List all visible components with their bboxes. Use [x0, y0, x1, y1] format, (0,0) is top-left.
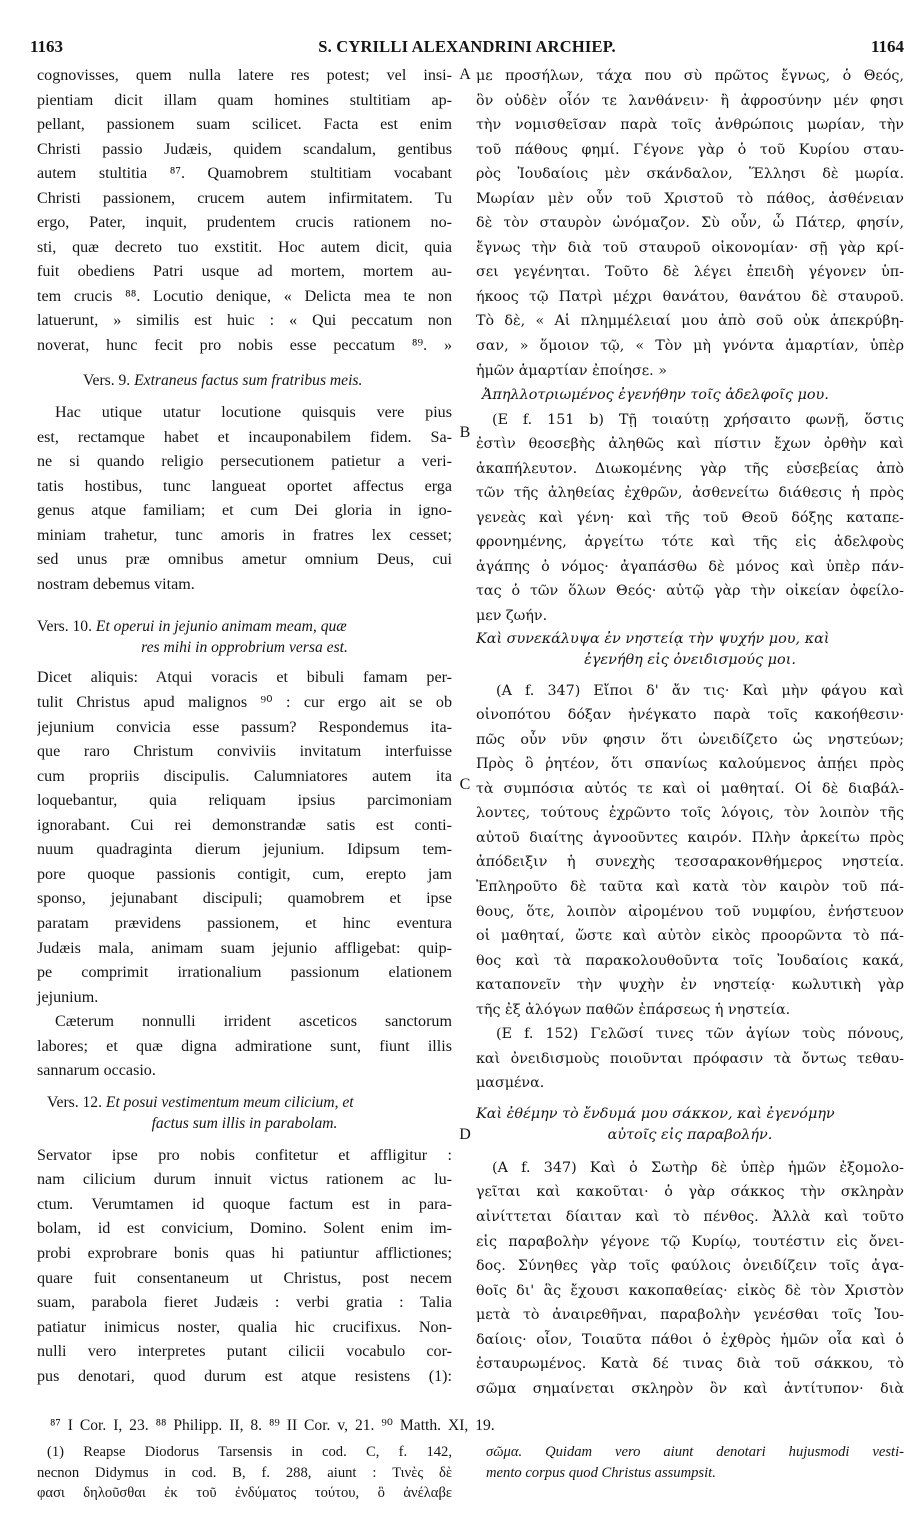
text-line: ἐστὶν θεοσεβὴς ἀληθῶς καὶ πίστιν ἔχων ὀρθὴν καὶ: [476, 436, 904, 453]
text-line: Dicet aliquis: Atqui voracis et bibuli famam per-: [37, 669, 452, 687]
text-line: γεῖται καὶ κακοῦται· ὁ γὰρ σάκκος τὴν σκληρὰν: [476, 1184, 904, 1201]
text-line: Μωρίαν μὲν οὖν τοῦ Χριστοῦ τὸ πάθος, ἀσθένειαν: [476, 190, 904, 207]
text-line: Christi passionem, crucem autem infirmitatem. Tu: [37, 189, 452, 207]
text-line: λοντες, τούτους ἐχρῶντο τοῖς λόγοις, τὸν λοιπὸν τῆς: [476, 805, 904, 822]
text-line: patiatur inimicus noster, qualia hic crucifixus. Non-: [37, 1318, 452, 1336]
verse-10-heading: [37, 616, 452, 637]
text-line: Hac utique utatur locutione quisquis vere pius: [55, 404, 452, 422]
verse-9-title: Extraneus factus sum fratribus meis.: [134, 371, 363, 389]
text-line: Τὸ δὲ, « Αἱ πλημμέλειαί μου ἀπὸ σοῦ οὐκ ἀπεκρύβη-: [476, 313, 904, 330]
text-line: καὶ ὀνειδισμοὺς ποιοῦνται πρόφασιν τὰ ὄντως τεθαυ-: [476, 1050, 904, 1067]
text-line: μετὰ τὸ ἀναιρεθῆναι, παραβολὴν γενέσθαι τοῖς Ἰου-: [476, 1307, 904, 1324]
text-line: γενεὰς καὶ γένη· καὶ τῆς τοῦ Θεοῦ δόξης καταπε-: [476, 509, 904, 526]
greek-verse-10-title-continued: ἐγενήθη εἰς ὀνειδισμούς μοι.: [584, 651, 796, 668]
footnote-line: φασι δηλοῦσθαι ἐκ τοῦ ἐνδύματος τούτου, ὃ ἀνέλαβε: [37, 1485, 452, 1501]
text-line: τῆς ἐξ ἀλόγων παθῶν ἐπάρσεως ἡ νηστεία.: [476, 1001, 791, 1018]
text-line: τὰ συμπόσια αὐτός τε καὶ οἱ μαθηταί. Οἱ δὲ διαβάλ-: [476, 780, 904, 797]
page-header: [30, 32, 904, 62]
text-line: σαν, » ὅμοιον τῷ, « Τὸν μὴ γνόντα ἁμαρτίαν, ὑπὲρ: [476, 338, 904, 355]
text-line: fuit obediens Patri usque ad mortem, mortem au-: [37, 263, 452, 281]
text-line: pe comprimit irrationalium passionum elationem: [37, 964, 452, 982]
text-line: σει γεγένηται. Τοῦτο δὲ λέγει ἐπειδὴ γέγονεν ὑπ-: [476, 264, 904, 281]
text-line: noverat, hunc fecit pro nobis esse peccatum ⁸⁹. »: [37, 337, 452, 355]
text-line: με προσήλων, τάχα που σὺ πρῶτος ἔγνως, ὁ Θεός,: [476, 68, 904, 84]
running-title: S. CYRILLI ALEXANDRINI ARCHIEP.: [318, 37, 616, 56]
text-line: ἀγάπης ὁ νόμος· ἀγαπάσθω δὲ μόνος καὶ ὑπὲρ πάν-: [476, 558, 904, 575]
text-line: θος καὶ τὰ παρακολουθοῦντα τοῖς Ἰουδαίοις κακά,: [476, 952, 904, 969]
text-line: οἰνοπότου δόξαν ἠνέγκατο παρὰ τοῖς κακοήθεσιν·: [476, 707, 904, 724]
text-line: μεν ζωήν.: [476, 608, 548, 625]
text-line: ἔγνως τὴν διὰ τοῦ σταυροῦ οἰκονομίαν· σῇ γὰρ κρί-: [476, 239, 904, 256]
text-line: ergo, Pater, inquit, prudentem crucis rationem no-: [37, 214, 452, 232]
footnote-references: ⁸⁷ I Cor. I, 23. ⁸⁸ Philipp. II, 8. ⁸⁹ II Cor. v, 21. ⁹⁰ Matth. XI, 19.: [50, 1417, 495, 1434]
text-line: nuum quadraginta dierum jejunium. Idipsum tem-: [37, 841, 452, 859]
text-line: jejunium convicia esse passum? Respondemus ita-: [37, 718, 452, 736]
greek-verse-9-text: [476, 408, 904, 629]
margin-letter-a: A: [459, 66, 471, 83]
text-line: Judæis mala, animam suam jejunio affligebat: quip-: [37, 939, 452, 957]
text-line: jejunium.: [37, 988, 99, 1006]
text-line: ρὸς Ἰουδαίοις μὲν σκάνδαλον, Ἕλλησι δὲ μωρία.: [476, 166, 904, 183]
verse-10-title-continued: res mihi in opprobrium versa est.: [141, 639, 348, 657]
text-line: pore quoque passionis contigit, cum, erepto jam: [37, 865, 452, 883]
text-line: ne si quando religio persecutionem patietur a veri-: [37, 453, 452, 471]
margin-letter-b: B: [459, 424, 471, 441]
text-line: δαίοις· οἷον, Τοιαῦτα πάθοι ὁ ἐχθρὸς ἡμῶν οἷα καὶ ὁ: [476, 1331, 904, 1348]
text-line: Πρὸς ὃ ῥητέον, ὅτι σπανίως καλούμενος ἀπῄει πρὸς: [476, 756, 904, 773]
text-line: sponso, jejunabant discipuli; quamobrem et ipse: [37, 890, 452, 908]
footnote-1-continued: [486, 1442, 904, 1483]
text-line: quare fuit consentaneum ut Christus, post necem: [37, 1269, 452, 1287]
text-line: tulit Christus apud malignos ⁹⁰ : cur ergo ait se ob: [37, 694, 452, 712]
text-line: πῶς οὖν νῦν φησιν ὅτι ὠνειδίζετο ὡς νηστεύων;: [476, 731, 904, 748]
text-line: nam cilicium durum innuit victus rationem ac lu-: [37, 1171, 452, 1189]
text-line: sed unus præ omnibus ametur omnium Deus, cui: [37, 551, 452, 569]
text-line: probi exprobrare bonis quas hi patiuntur afflictiones;: [37, 1244, 452, 1262]
page-number-right: 1164: [870, 37, 904, 56]
greek-verse-9-title: Ἀπηλλοτριωμένος ἐγενήθην τοῖς ἀδελφοῖς μου.: [482, 387, 829, 404]
latin-intro: [37, 64, 452, 359]
verse-10-title: Et operui in jejunio animam meam, quæ: [95, 618, 347, 636]
text-line: cognovisses, quem nulla latere res potest; vel insi-: [37, 67, 452, 84]
text-line: genus atque familiam; et cum Dei gloria in igno-: [37, 502, 452, 520]
text-line: (E f. 151 b) Τῇ τοιαύτῃ χρήσαιτο φωνῇ, ὅστις: [492, 411, 904, 428]
text-line: pus denotari, quod durum est atque resistens (1):: [37, 1367, 452, 1385]
verse-12-title-continued: factus sum illis in parabolam.: [151, 1114, 338, 1132]
verse-10-text: [37, 666, 452, 1083]
text-line: δος. Σύνηθες γὰρ τοῖς φαύλοις ὀνειδίζειν τοῖς ἀγα-: [476, 1258, 904, 1275]
greek-verse-10-text: [476, 679, 904, 1096]
text-line: nulli vero interpretes putant cilicii vocabulo cor-: [37, 1343, 452, 1361]
margin-letter-d: D: [459, 1126, 471, 1143]
text-line: est, rectamque habet et incauponabilem fidem. Sa-: [37, 428, 452, 446]
text-line: miniam trahetur, tunc amoris in fratres lex cesset;: [37, 526, 452, 544]
greek-verse-10-title: Καὶ συνεκάλυψα ἐν νηστείᾳ τὴν ψυχήν μου, καὶ: [476, 630, 830, 647]
text-line: Servator ipse pro nobis confitetur et affligitur :: [37, 1146, 452, 1164]
text-line: ἐσταυρωμένος. Κατὰ δέ τινας διὰ τοῦ σάκκου, τὸ: [476, 1356, 904, 1373]
text-line: ἡμῶν ἁμαρτίαν ἐποίησε. »: [476, 362, 668, 379]
text-line: τῶν τῆς ἀληθείας ἐχθρῶν, ἀσθενείτω διάθεσις ἡ πρὸς: [476, 485, 904, 502]
verse-9-heading: [37, 369, 452, 394]
greek-verse-12-title-continued: αὐτοῖς εἰς παραβολήν.: [607, 1126, 773, 1143]
text-line: θοῖς δι' ἃς ἔχουσι κακοπαθείας· εἰκὸς δὲ τὸν Χριστὸν: [476, 1282, 904, 1299]
verse-12-label: Vers. 12.: [47, 1093, 103, 1111]
text-line: ὃν οὐδὲν οἷόν τε λανθάνειν· ἢ ἀφροσύνην μέν φησι: [476, 92, 904, 109]
latin-column: [37, 64, 452, 1389]
verse-9-label: Vers. 9.: [83, 371, 131, 389]
text-line: bolam, id est convicium, Domino. Solent enim im-: [37, 1220, 452, 1238]
footnote-line: σῶμα. Quidam vero aiunt denotari hujusmodi vesti-: [486, 1444, 904, 1460]
text-line: (A f. 347) Καὶ ὁ Σωτὴρ δὲ ὑπὲρ ἡμῶν ἐξομολο-: [492, 1159, 904, 1176]
text-line: θους, ὅτε, λοιπὸν αἰρομένου τοῦ νυμφίου, ἐνήστευον: [476, 903, 904, 920]
text-line: sti, quæ decreto tuo exstitit. Hoc autem dicit, quia: [37, 238, 452, 256]
page-number-left: 1163: [30, 37, 64, 56]
text-line: ἀκαπήλευτον. Διωκομένης γὰρ τῆς εὐσεβείας ἀπὸ: [476, 460, 904, 477]
text-line: pientiam dicit illam quam homines stultitiam ap-: [37, 91, 452, 109]
text-line: αὐτοῦ διαίτης ἀγνοοῦντες καιρόν. Πλὴν ἀρκείτω πρὸς: [476, 829, 904, 846]
text-line: pellant, passionem suam scilicet. Facta est enim: [37, 116, 452, 134]
text-line: suam, parabola fieret Judæis : verbi gratia : Talia: [37, 1294, 452, 1312]
footnote-line: necnon Didymus in cod. B, f. 288, aiunt : Τινὲς δὲ: [37, 1464, 452, 1481]
text-line: loquebantur, quia reliquam ipsius parcimoniam: [37, 792, 452, 810]
text-line: τας ὁ τῶν ὅλων Θεός· αὐτῷ γὰρ τὴν οἰκείαν ὀφείλο-: [476, 583, 904, 600]
text-line: ctum. Verumtamen id quoque factum est in para-: [37, 1195, 452, 1213]
text-line: ignorabant. Cui rei demonstrandæ satis est conti-: [37, 816, 452, 834]
footnote-1-latin: [37, 1442, 452, 1504]
footnote-line: (1) Reapse Diodorus Tarsensis in cod. C, f. 142,: [47, 1444, 452, 1460]
verse-12-text: [37, 1144, 452, 1389]
text-line: ἀπόδειξιν ἡ συνεχὴς τεσσαρακονθήμερος νηστεία.: [476, 854, 904, 871]
text-line: φρονημένης, ἀργείτω τότε καὶ τῆς εἰς ἀδελφοὺς: [476, 534, 904, 551]
text-line: nostram debemus vitam.: [37, 575, 195, 593]
greek-intro: [476, 64, 904, 383]
text-line: Ἐπληροῦτο δὲ ταῦτα καὶ κατὰ τὸν καιρὸν τοῦ πά-: [476, 878, 904, 895]
text-line: autem stultitia ⁸⁷. Quamobrem stultitiam vocabant: [37, 165, 452, 183]
text-line: σῶμα σημαίνεται σκληρὸν ὂν καὶ ἀντίτυπον· διὰ: [476, 1380, 904, 1397]
text-line: cum propriis discipulis. Calumniatores autem ita: [37, 767, 452, 785]
text-line: καταπονεῖν τὴν ψυχὴν ἐν νηστείᾳ· κωλυτικὴ γὰρ: [476, 977, 904, 994]
text-line: δὲ τὸν σταυρὸν ὠνόμαζον. Σὺ οὖν, ὦ Πάτερ, φησίν,: [476, 215, 904, 232]
text-line: labores; et quæ digna admiratione sunt, fiunt illis: [37, 1037, 452, 1055]
text-line: (E f. 152) Γελῶσί τινες τῶν ἁγίων τοὺς πόνους,: [496, 1026, 904, 1043]
greek-column: [476, 64, 904, 1401]
greek-verse-12-text: [476, 1156, 904, 1401]
verse-9-text: [37, 401, 452, 597]
text-line: οἱ μαθηταί, ὥστε καὶ αὐτὸν εἰκὸς προορῶντα τὸ πά-: [476, 928, 904, 945]
text-line: μασμένα.: [476, 1075, 545, 1092]
text-line: αἰνίττεται δίαιταν καὶ τὸ πένθος. Ἀλλὰ καὶ τοῦτο: [476, 1208, 904, 1225]
text-line: Christi passio Judæis, quidem scandalum, gentibus: [37, 140, 452, 158]
text-line: paratam prævidens passionem, et hinc eventura: [37, 914, 452, 932]
verse-12-heading: [37, 1092, 452, 1113]
text-line: Cæterum nonnulli irrident asceticos sanctorum: [55, 1013, 452, 1031]
margin-letter-c: C: [459, 776, 471, 793]
verse-10-label: Vers. 10.: [37, 618, 93, 636]
text-line: tem crucis ⁸⁸. Locutio denique, « Delicta mea te non: [37, 287, 452, 305]
text-line: que raro Christum conviviis invitatum interfuisse: [37, 743, 452, 761]
text-line: εἰς παραβολὴν γέγονε τῷ Κυρίῳ, τουτέστιν εἰς ὄνει-: [476, 1233, 904, 1250]
verse-12-title: Et posui vestimentum meum cilicium, et: [105, 1093, 354, 1111]
text-line: tatis hostibus, tunc langueat oportet affectus erga: [37, 477, 452, 495]
text-line: sannarum occasio.: [37, 1062, 156, 1080]
text-line: τὴν νομισθεῖσαν παρὰ τοῖς ἀνθρώποις μωρίαν, τὴν: [476, 117, 904, 134]
greek-verse-12-title: Καὶ ἐθέμην τὸ ἔνδυμά μου σάκκον, καὶ ἐγενόμην: [476, 1105, 835, 1122]
text-line: (A f. 347) Εἴποι δ' ἄν τις· Καὶ μὴν φάγου καὶ: [496, 682, 904, 699]
text-line: latuerunt, » similis est huic : « Qui peccatum non: [37, 312, 452, 330]
footnote-line: mento corpus quod Christus assumpsit.: [486, 1464, 716, 1481]
text-line: ήκοος τῷ Πατρὶ μέχρι θανάτου, θανάτου δὲ σταυροῦ.: [476, 288, 904, 305]
text-line: τοῦ πάθους φημί. Γέγονε γὰρ ὁ τοῦ Κυρίου σταυ-: [476, 141, 904, 158]
